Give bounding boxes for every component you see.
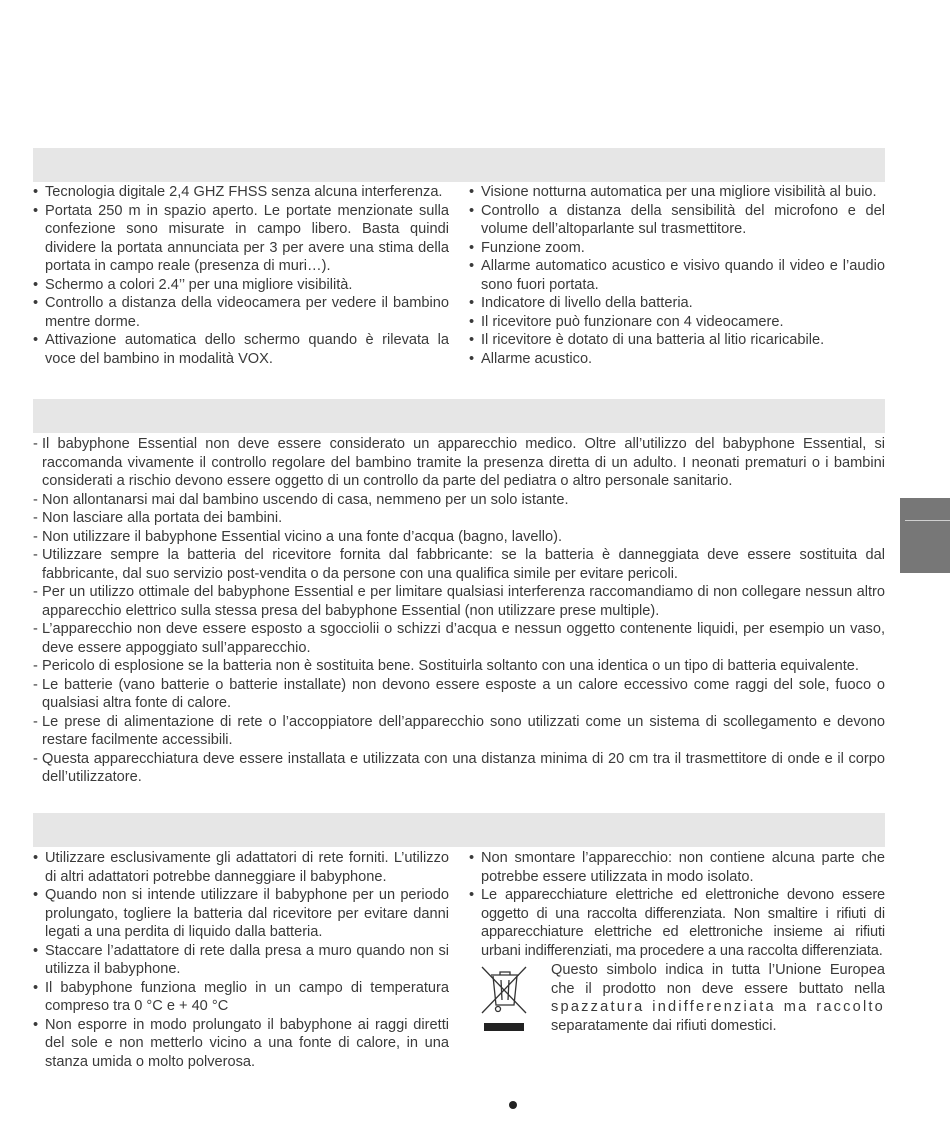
list-item: • Attivazione automatica dello schermo quando è rilevata la voce del bambino in modalità VOX. [33, 331, 449, 368]
care-right-list [469, 849, 885, 960]
list-item: • Non smontare l’apparecchio: non contiene alcuna parte che potrebbe essere utilizzata in modo isolato. [469, 849, 885, 886]
crossed-out-wheeled-bin-icon [479, 963, 531, 1033]
side-tab-divider [905, 520, 950, 521]
list-item: • Tecnologia digitale 2,4 GHZ FHSS senza alcuna interferenza. [33, 183, 449, 202]
list-item: - Le prese di alimentazione di rete o l’accoppiatore dell’apparecchio sono utilizzati come un sistema di scollegamento e devono restare facilmente accessibili. [33, 713, 885, 750]
features-section-header [33, 148, 885, 182]
list-item: • Quando non si intende utilizzare il babyphone per un periodo prolungato, togliere la batteria dal ricevitore per evitare danni legati a una perdita di liquido dalla batteria. [33, 886, 449, 942]
care-section-header [33, 813, 885, 847]
list-item: - Le batterie (vano batterie o batterie installate) non devono essere esposte a un calore eccessivo come raggi del sole, fuoco o qualsiasi altra fonte di calore. [33, 676, 885, 713]
features-right-column [469, 183, 885, 368]
side-tab-marker [900, 498, 950, 573]
list-item: - Pericolo di esplosione se la batteria non è sostituita bene. Sostituirla soltanto con una identica o un tipo di batteria equivalente. [33, 657, 885, 676]
list-item: - L’apparecchio non deve essere esposto a sgocciolii o schizzi d’acqua e nessun oggetto contenente liquidi, per esempio un vaso, deve essere appoggiato sull’apparecchio. [33, 620, 885, 657]
warnings-list [33, 435, 885, 787]
list-item: • Non esporre in modo prolungato il babyphone ai raggi diretti del sole e non metterlo vicino a una fonte di calore, in una stanza umida o molto polverosa. [33, 1016, 449, 1072]
features-left-list [33, 183, 449, 368]
warnings-section-header [33, 399, 885, 433]
weee-notice [469, 961, 885, 1035]
list-item: • Le apparecchiature elettriche ed elettroniche devono essere oggetto di una raccolta differenziata. Non smaltire i rifiuti di apparecchiature elettriche ed elettroniche insieme ai rifiuti urbani indifferenziati, ma procedere a una raccolta differenziata. [469, 886, 885, 960]
list-item: • Funzione zoom. [469, 239, 885, 258]
list-item: • Visione notturna automatica per una migliore visibilità al buio. [469, 183, 885, 202]
list-item: • Staccare l’adattatore di rete dalla presa a muro quando non si utilizza il babyphone. [33, 942, 449, 979]
list-item: • Allarme acustico. [469, 350, 885, 369]
list-item: • Il ricevitore è dotato di una batteria al litio ricaricabile. [469, 331, 885, 350]
list-item: - Per un utilizzo ottimale del babyphone Essential e per limitare qualsiasi interferenza raccomandiamo di non collegare nessun altro apparecchio elettrico sulla stessa presa del babyphone Essential (non utilizzare prese multiple). [33, 583, 885, 620]
list-item: - Il babyphone Essential non deve essere considerato un apparecchio medico. Oltre all’utilizzo del babyphone Essential, si raccomanda vivamente il controllo regolare del bambino tramite la presenza diretta di un adulto. I neonati prematuri o i bambini considerati a rischio devono essere oggetto di un controllo da parte del pediatra o altro personale sanitario. [33, 435, 885, 491]
list-item: - Non lasciare alla portata dei bambini. [33, 509, 885, 528]
list-item: • Il ricevitore può funzionare con 4 videocamere. [469, 313, 885, 332]
list-item: • Controllo a distanza della sensibilità del microfono e del volume dell’altoparlante sul trasmettitore. [469, 202, 885, 239]
page-marker-dot [509, 1101, 517, 1109]
list-item: • Il babyphone funziona meglio in un campo di temperatura compreso tra 0 °C e + 40 °C [33, 979, 449, 1016]
list-item: - Utilizzare sempre la batteria del ricevitore fornita dal fabbricante: se la batteria è danneggiata deve essere sostituita dal fabbricante, dal suo servizio post-vendita o da persone con una qualifica simile per evitare pericoli. [33, 546, 885, 583]
warnings-block [33, 435, 885, 787]
list-item: • Utilizzare esclusivamente gli adattatori di rete forniti. L’utilizzo di altri adattatori potrebbe danneggiare il babyphone. [33, 849, 449, 886]
care-left-list [33, 849, 449, 1071]
features-left-column [33, 183, 449, 368]
care-left-column [33, 849, 449, 1071]
list-item: • Schermo a colori 2.4’’ per una migliore visibilità. [33, 276, 449, 295]
list-item: • Allarme automatico acustico e visivo quando il video e l’audio sono fuori portata. [469, 257, 885, 294]
list-item: • Portata 250 m in spazio aperto. Le portate menzionate sulla confezione sono misurate in campo libero. Basta quindi dividere la portata annunciata per 3 per avere una stima della portata in campo reale (presenza di muri…). [33, 202, 449, 276]
list-item: • Controllo a distanza della videocamera per vedere il bambino mentre dorme. [33, 294, 449, 331]
list-item: - Questa apparecchiatura deve essere installata e utilizzata con una distanza minima di 20 cm tra il trasmettitore di onde e il corpo dell’utilizzatore. [33, 750, 885, 787]
list-item: • Indicatore di livello della batteria. [469, 294, 885, 313]
list-item: - Non utilizzare il babyphone Essential vicino a una fonte d’acqua (bagno, lavello). [33, 528, 885, 547]
features-right-list [469, 183, 885, 368]
care-right-column [469, 849, 885, 1035]
list-item: - Non allontanarsi mai dal bambino uscendo di casa, nemmeno per un solo istante. [33, 491, 885, 510]
weee-description: Questo simbolo indica in tutta l’Unione Europea che il prodotto non deve essere buttato nella spazzatura indifferenziata ma raccolto separatamente dai rifiuti domestici. [551, 962, 885, 1034]
